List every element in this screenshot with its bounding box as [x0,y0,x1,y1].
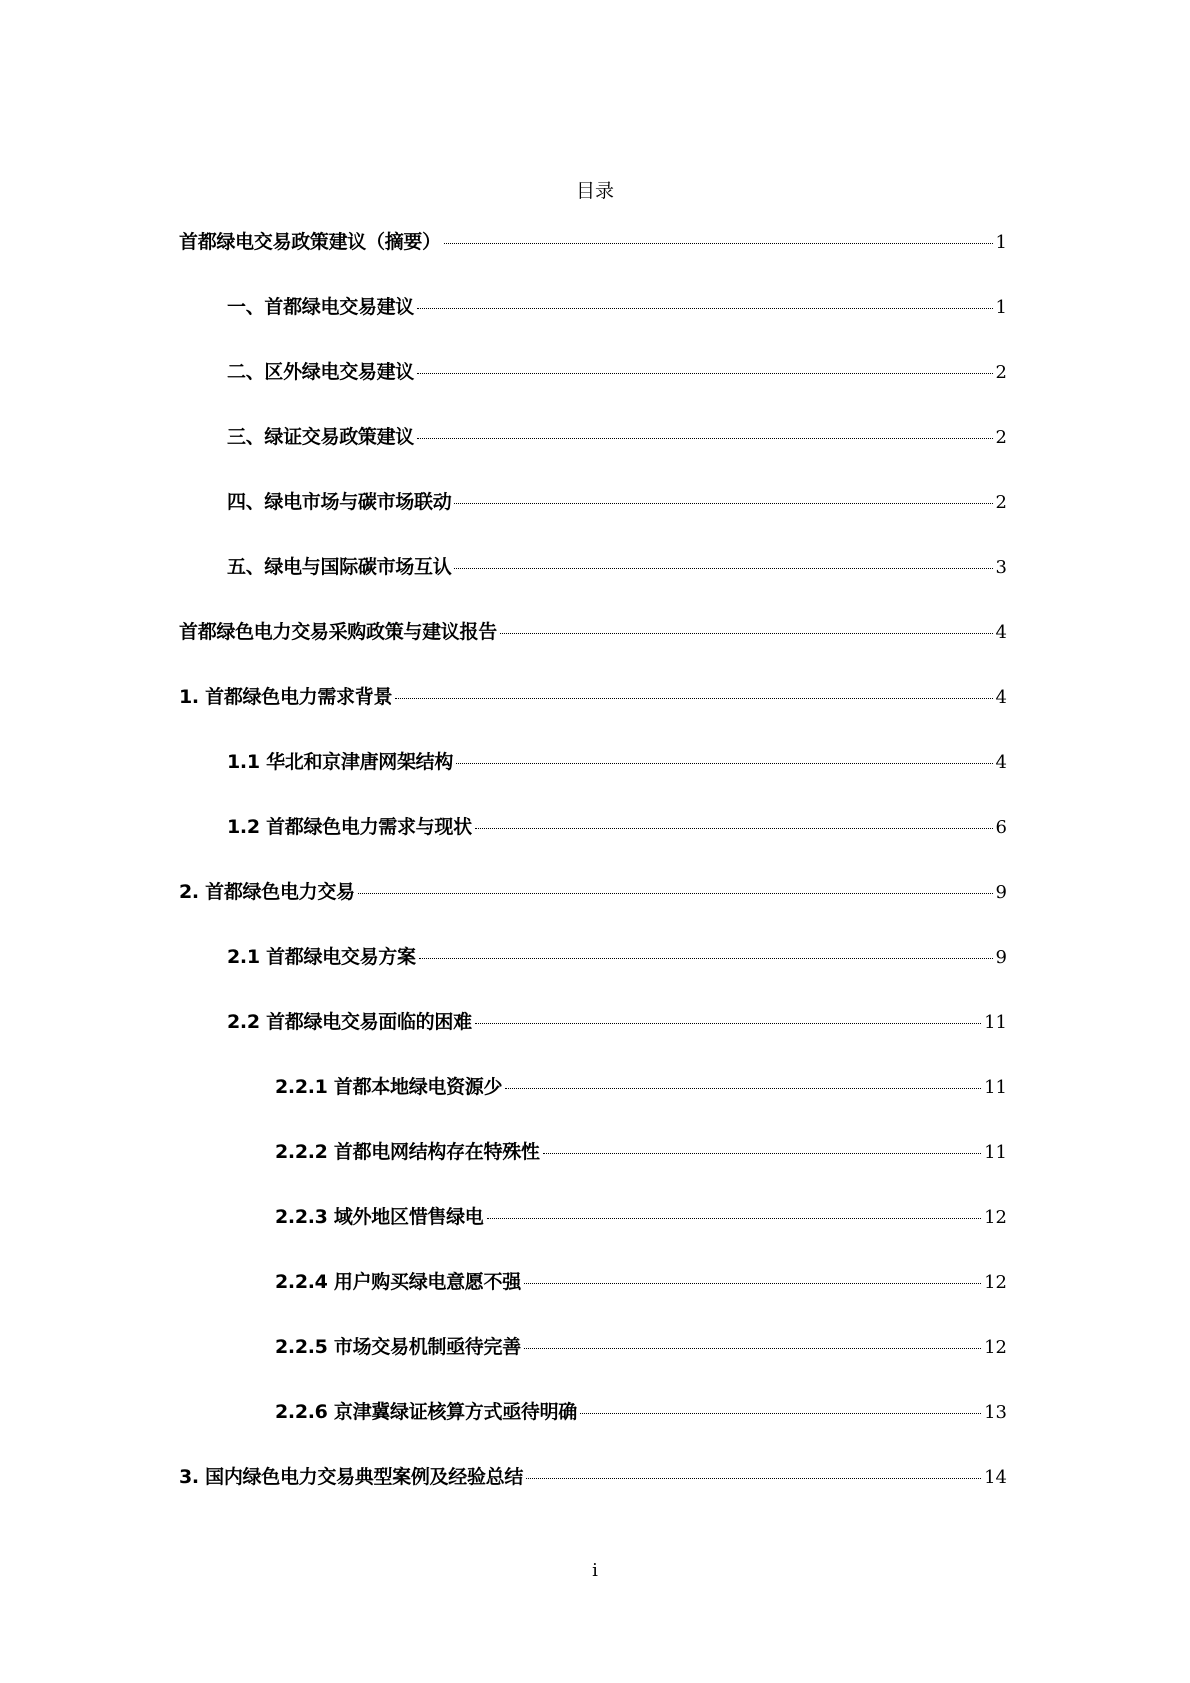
toc-entry[interactable] [179,878,1007,943]
toc-dot-leader [358,893,993,894]
toc-entry-label: 2.2.1 首都本地绿电资源少 [275,1076,503,1098]
toc-dot-leader [419,958,993,959]
toc-dot-leader [487,1218,982,1219]
toc-entry[interactable] [179,943,1007,1008]
toc-entry-label: 首都绿色电力交易采购政策与建议报告 [179,621,497,643]
toc-entry[interactable] [179,1333,1007,1398]
toc-entry-label: 1. 首都绿色电力需求背景 [179,686,393,708]
toc-entry[interactable] [179,1203,1007,1268]
toc-dot-leader [454,503,992,504]
toc-entry-label: 2.2.5 市场交易机制亟待完善 [275,1336,521,1358]
toc-dot-leader [524,1348,981,1349]
toc-entry-label: 2.2.6 京津冀绿证核算方式亟待明确 [275,1401,578,1423]
toc-entry[interactable] [179,1463,1007,1528]
toc-entry-label: 2.2.4 用户购买绿电意愿不强 [275,1271,521,1293]
toc-entry-label: 1.2 首都绿色电力需求与现状 [227,816,472,838]
toc-entry-page: 11 [984,1142,1007,1163]
toc-entry-label: 2.2.2 首都电网结构存在特殊性 [275,1141,540,1163]
toc-entry-page: 2 [995,362,1007,383]
toc-dot-leader [543,1153,981,1154]
toc-entry-page: 9 [995,947,1007,968]
toc-dot-leader [417,373,993,374]
toc-entry[interactable] [179,813,1007,878]
toc-entry-label: 五、绿电与国际碳市场互认 [227,556,452,578]
page-number: i [592,1560,598,1581]
toc-dot-leader [454,568,992,569]
toc-dot-leader [526,1478,981,1479]
toc-entry-page: 6 [995,817,1007,838]
toc-entry-page: 1 [995,232,1007,253]
toc-entry-page: 13 [984,1402,1007,1423]
toc-entry-page: 2 [995,492,1007,513]
table-of-contents [179,228,1007,1528]
toc-dot-leader [500,633,993,634]
toc-entry-page: 1 [995,297,1007,318]
toc-dot-leader [475,1023,981,1024]
toc-entry-label: 2.2.3 域外地区惜售绿电 [275,1206,484,1228]
toc-entry[interactable] [179,1008,1007,1073]
toc-dot-leader [580,1413,981,1414]
toc-entry-page: 11 [984,1012,1007,1033]
toc-entry-label: 3. 国内绿色电力交易典型案例及经验总结 [179,1466,524,1488]
toc-dot-leader [505,1088,981,1089]
toc-entry-label: 1.1 华北和京津唐网架结构 [227,751,454,773]
toc-entry[interactable] [179,1268,1007,1333]
toc-dot-leader [444,243,993,244]
toc-entry-label: 2.1 首都绿电交易方案 [227,946,416,968]
toc-entry-page: 14 [984,1467,1007,1488]
toc-entry-label: 首都绿电交易政策建议（摘要） [179,231,441,253]
toc-entry-page: 11 [984,1077,1007,1098]
toc-entry-label: 三、绿证交易政策建议 [227,426,415,448]
toc-entry-page: 12 [984,1272,1007,1293]
toc-entry-page: 4 [995,752,1007,773]
toc-entry-label: 2.2 首都绿电交易面临的困难 [227,1011,472,1033]
toc-entry[interactable] [179,488,1007,553]
page-title: 目录 [575,180,614,202]
toc-entry-page: 12 [984,1207,1007,1228]
toc-entry-page: 12 [984,1337,1007,1358]
toc-entry[interactable] [179,1138,1007,1203]
toc-entry[interactable] [179,748,1007,813]
toc-entry[interactable] [179,1398,1007,1463]
toc-dot-leader [395,698,992,699]
toc-dot-leader [456,763,992,764]
toc-entry[interactable] [179,423,1007,488]
toc-entry[interactable] [179,358,1007,423]
toc-dot-leader [524,1283,981,1284]
toc-entry-label: 二、区外绿电交易建议 [227,361,415,383]
toc-dot-leader [417,438,993,439]
toc-entry-page: 2 [995,427,1007,448]
toc-entry-label: 2. 首都绿色电力交易 [179,881,355,903]
toc-entry-label: 四、绿电市场与碳市场联动 [227,491,452,513]
toc-entry[interactable] [179,228,1007,293]
toc-entry[interactable] [179,683,1007,748]
toc-entry[interactable] [179,1073,1007,1138]
toc-entry[interactable] [179,293,1007,358]
toc-entry[interactable] [179,553,1007,618]
toc-entry[interactable] [179,618,1007,683]
toc-entry-page: 3 [995,557,1007,578]
toc-entry-page: 9 [995,882,1007,903]
toc-entry-page: 4 [995,622,1007,643]
toc-dot-leader [475,828,993,829]
toc-entry-label: 一、首都绿电交易建议 [227,296,415,318]
toc-entry-page: 4 [995,687,1007,708]
toc-dot-leader [417,308,993,309]
